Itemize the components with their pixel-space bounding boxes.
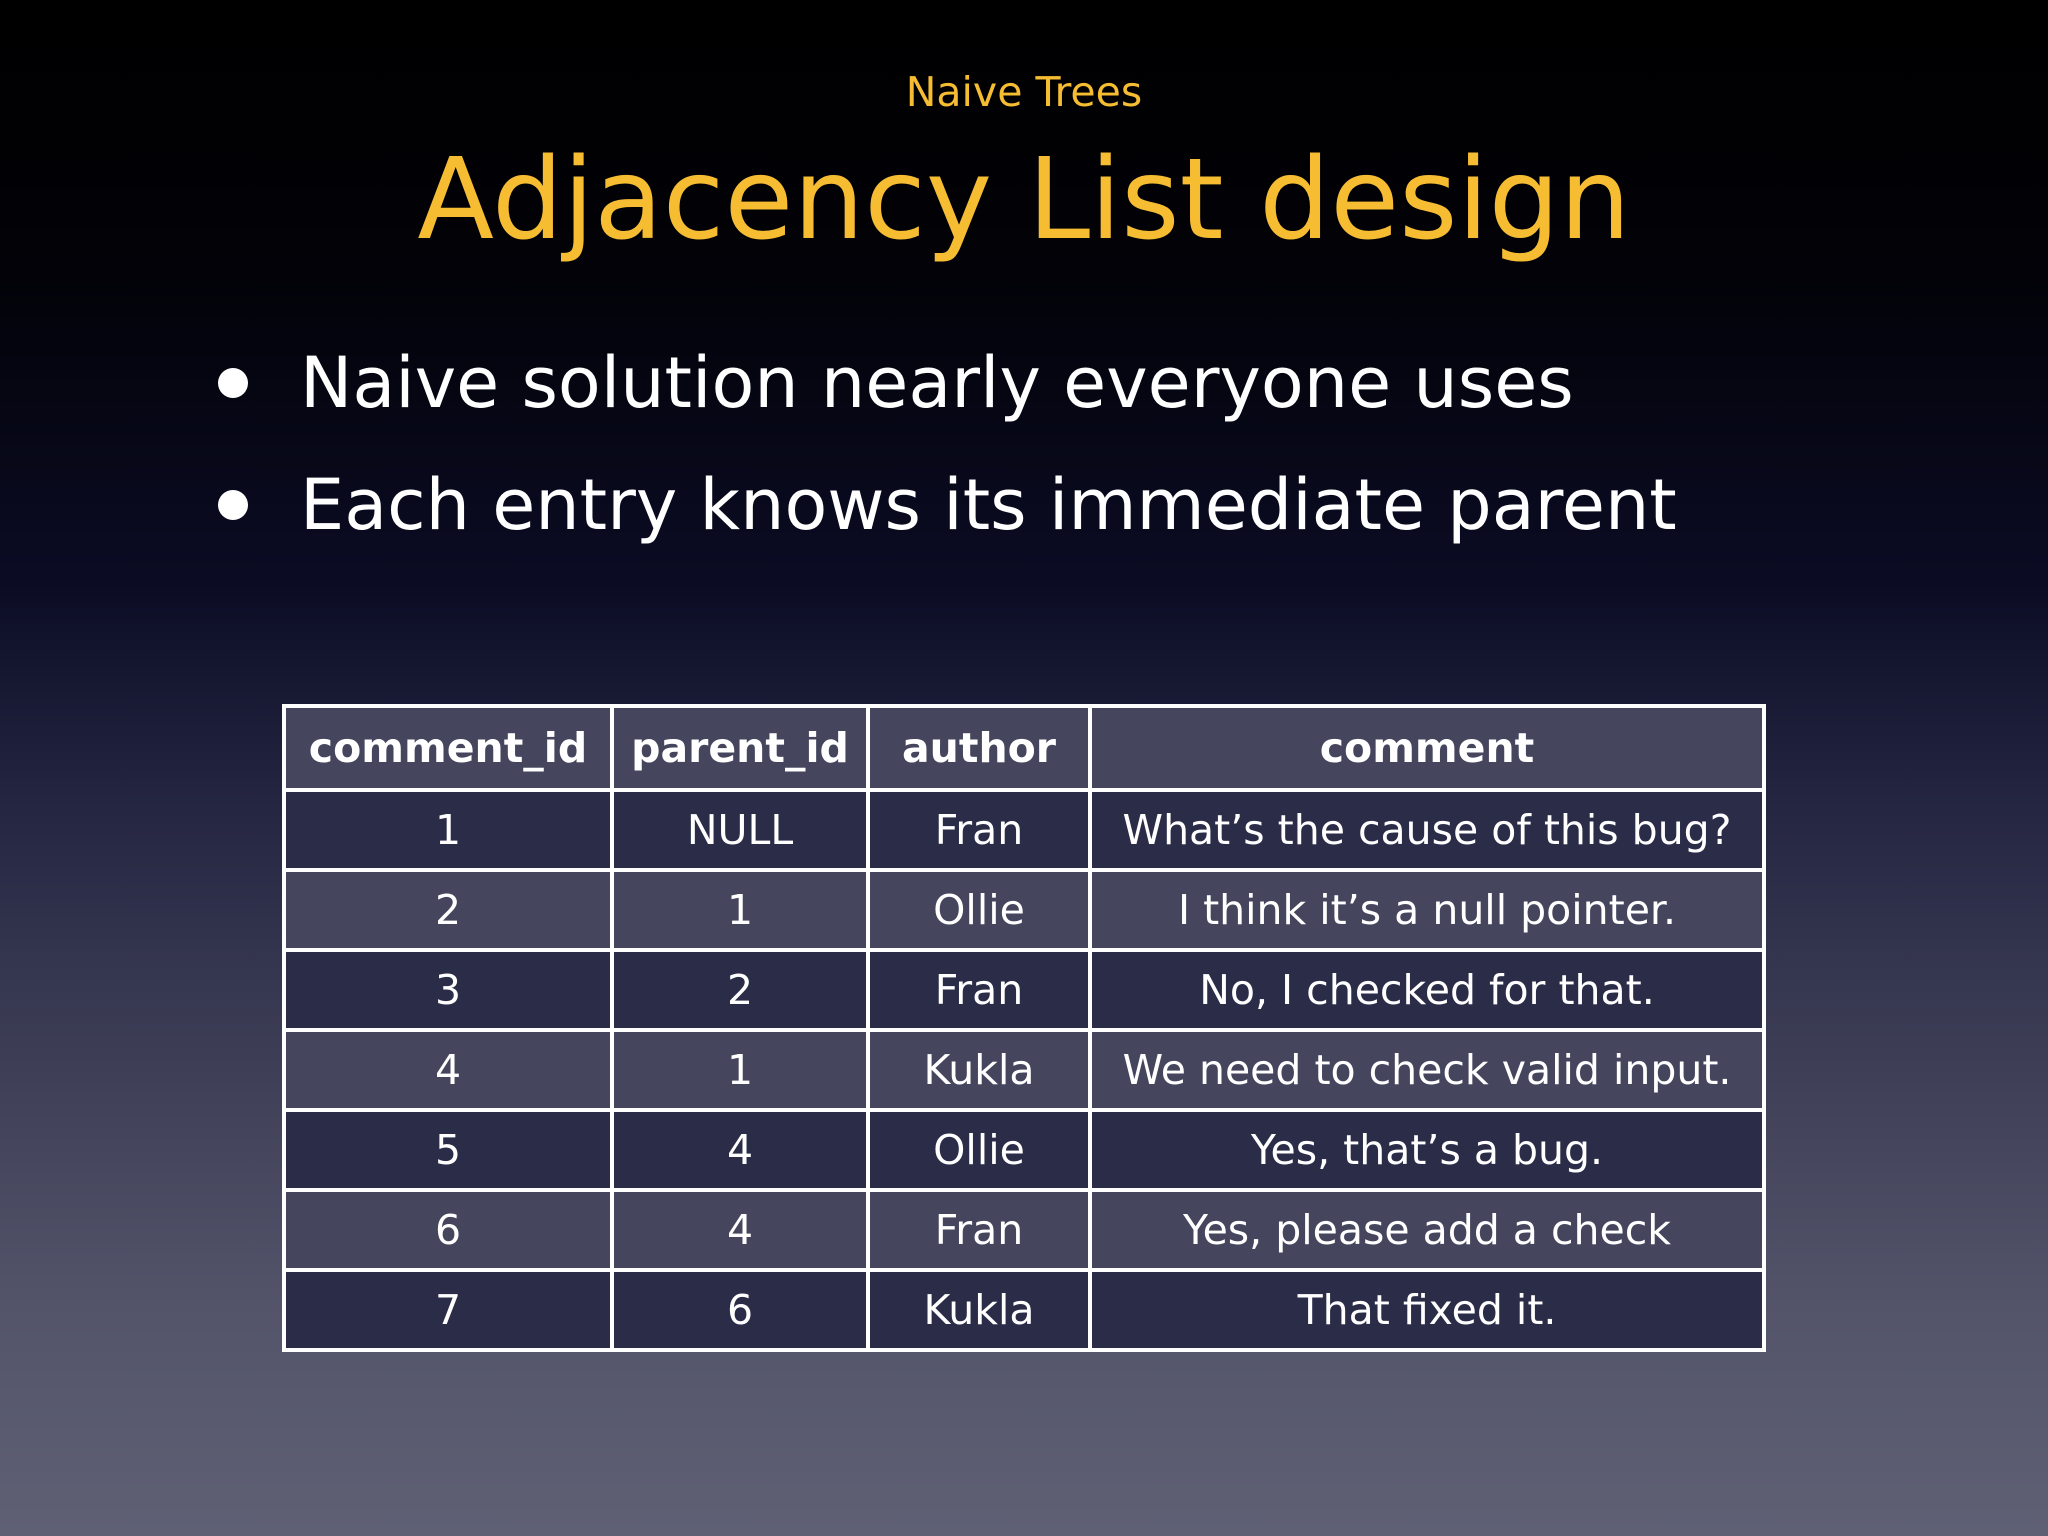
cell-comment-id: 7 bbox=[284, 1270, 612, 1350]
cell-parent-id: 2 bbox=[612, 950, 868, 1030]
cell-parent-id: 4 bbox=[612, 1190, 868, 1270]
cell-comment-id: 5 bbox=[284, 1110, 612, 1190]
cell-author: Kukla bbox=[868, 1270, 1090, 1350]
cell-parent-id: NULL bbox=[612, 790, 868, 870]
cell-comment: What’s the cause of this bug? bbox=[1090, 790, 1764, 870]
cell-comment: No, I checked for that. bbox=[1090, 950, 1764, 1030]
header-comment: comment bbox=[1090, 706, 1764, 790]
cell-comment: I think it’s a null pointer. bbox=[1090, 870, 1764, 950]
bullet-item bbox=[210, 444, 1677, 566]
comments-table-wrapper bbox=[282, 704, 1766, 1352]
table-row bbox=[284, 1270, 1764, 1350]
cell-comment: Yes, that’s a bug. bbox=[1090, 1110, 1764, 1190]
table-row bbox=[284, 870, 1764, 950]
cell-parent-id: 4 bbox=[612, 1110, 868, 1190]
cell-comment: Yes, please add a check bbox=[1090, 1190, 1764, 1270]
cell-comment-id: 3 bbox=[284, 950, 612, 1030]
cell-comment-id: 6 bbox=[284, 1190, 612, 1270]
cell-comment: That fixed it. bbox=[1090, 1270, 1764, 1350]
cell-comment-id: 2 bbox=[284, 870, 612, 950]
table-row bbox=[284, 1030, 1764, 1110]
cell-parent-id: 6 bbox=[612, 1270, 868, 1350]
bullet-item bbox=[210, 322, 1677, 444]
cell-author: Ollie bbox=[868, 870, 1090, 950]
table-header-row bbox=[284, 706, 1764, 790]
cell-comment: We need to check valid input. bbox=[1090, 1030, 1764, 1110]
cell-author: Fran bbox=[868, 950, 1090, 1030]
header-author: author bbox=[868, 706, 1090, 790]
cell-comment-id: 1 bbox=[284, 790, 612, 870]
table-row bbox=[284, 1110, 1764, 1190]
cell-parent-id: 1 bbox=[612, 870, 868, 950]
table-row bbox=[284, 950, 1764, 1030]
bullet-dot-icon bbox=[218, 490, 248, 520]
bullet-text: Each entry knows its immediate parent bbox=[300, 464, 1677, 546]
bullet-dot-icon bbox=[218, 368, 248, 398]
header-parent-id: parent_id bbox=[612, 706, 868, 790]
slide-subtitle: Naive Trees bbox=[905, 68, 1143, 116]
cell-author: Ollie bbox=[868, 1110, 1090, 1190]
bullet-text: Naive solution nearly everyone uses bbox=[300, 342, 1574, 424]
bullet-list bbox=[210, 322, 1677, 566]
table-row bbox=[284, 1190, 1764, 1270]
comments-table bbox=[282, 704, 1766, 1352]
slide-title: Adjacency List design bbox=[417, 135, 1631, 265]
cell-author: Fran bbox=[868, 790, 1090, 870]
table-row bbox=[284, 790, 1764, 870]
cell-comment-id: 4 bbox=[284, 1030, 612, 1110]
cell-author: Kukla bbox=[868, 1030, 1090, 1110]
header-comment-id: comment_id bbox=[284, 706, 612, 790]
cell-author: Fran bbox=[868, 1190, 1090, 1270]
cell-parent-id: 1 bbox=[612, 1030, 868, 1110]
